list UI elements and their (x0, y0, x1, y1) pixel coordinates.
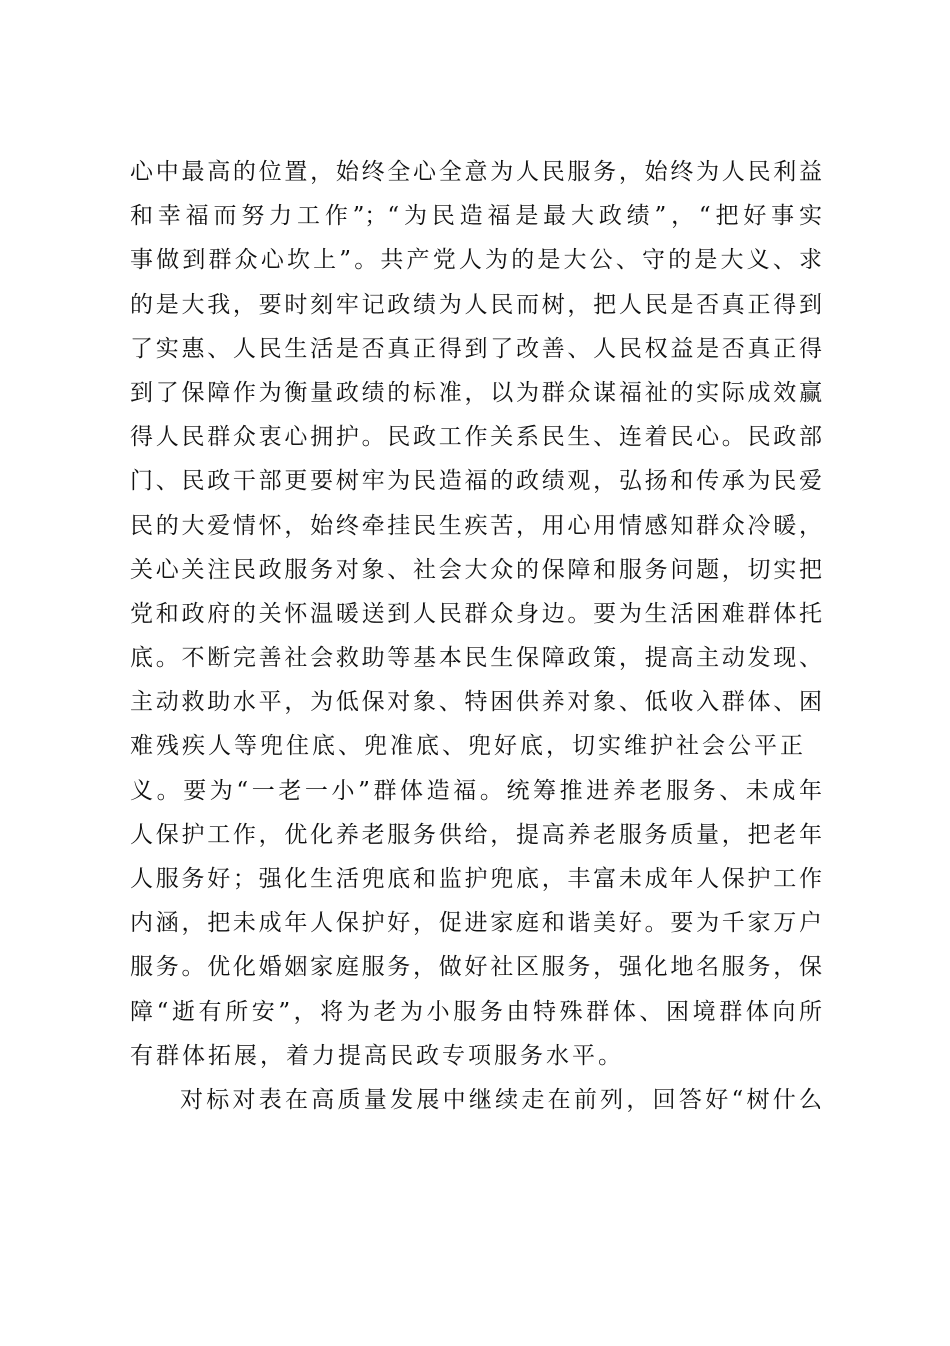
text-line-19: 服务。优化婚姻家庭服务，做好社区服务，强化地名服务，保 (130, 954, 822, 981)
text-line-12: 底。不断完善社会救助等基本民生保障政策，提高主动发现、 (130, 645, 822, 672)
text-line-18: 内涵，把未成年人保护好，促进家庭和谐美好。要为千家万户 (130, 910, 822, 937)
text-line-17: 人服务好；强化生活兜底和监护兜底，丰富未成年人保护工作 (130, 866, 822, 892)
text-line-21: 有群体拓展，着力提高民政专项服务水平。 (130, 1042, 624, 1069)
text-line-6: 到了保障作为衡量政绩的标准，以为群众谋福祉的实际成效赢 (130, 379, 822, 406)
text-line-4: 的是大我，要时刻牢记政绩为人民而树，把人民是否真正得到 (130, 291, 822, 318)
text-line-10: 关心关注民政服务对象、社会大众的保障和服务问题，切实把 (130, 556, 822, 583)
text-line-5: 了实惠、人民生活是否真正得到了改善、人民权益是否真正得 (130, 335, 822, 362)
text-line-3: 事做到群众心坎上”。共产党人为的是大公、守的是大义、求 (130, 247, 822, 274)
paragraph-start-line: 对标对表在高质量发展中继续走在前列，回答好“树什么 (180, 1086, 822, 1113)
text-line-7: 得人民群众衷心拥护。民政工作关系民生、连着民心。民政部 (130, 424, 822, 451)
text-line-2: 和幸福而努力工作”；“为民造福是最大政绩”，“把好事实 (130, 203, 822, 230)
text-line-16: 人保护工作，优化养老服务供给，提高养老服务质量，把老年 (130, 821, 822, 848)
text-line-9: 民的大爱情怀，始终牵挂民生疾苦，用心用情感知群众冷暖， (130, 512, 822, 539)
text-line-20: 障“逝有所安”，将为老为小服务由特殊群体、困境群体向所 (130, 998, 822, 1025)
text-line-14: 难残疾人等兜住底、兜准底、兜好底，切实维护社会公平正 (130, 733, 806, 760)
text-line-1: 心中最高的位置，始终全心全意为人民服务，始终为人民利益 (130, 159, 822, 185)
body-text (130, 150, 822, 1122)
text-line-15: 义。要为“一老一小”群体造福。统筹推进养老服务、未成年 (130, 777, 822, 804)
text-line-13: 主动救助水平，为低保对象、特困供养对象、低收入群体、困 (130, 689, 822, 716)
text-line-8: 门、民政干部更要树牢为民造福的政绩观，弘扬和传承为民爱 (130, 468, 822, 495)
text-line-11: 党和政府的关怀温暖送到人民群众身边。要为生活困难群体托 (130, 600, 822, 627)
